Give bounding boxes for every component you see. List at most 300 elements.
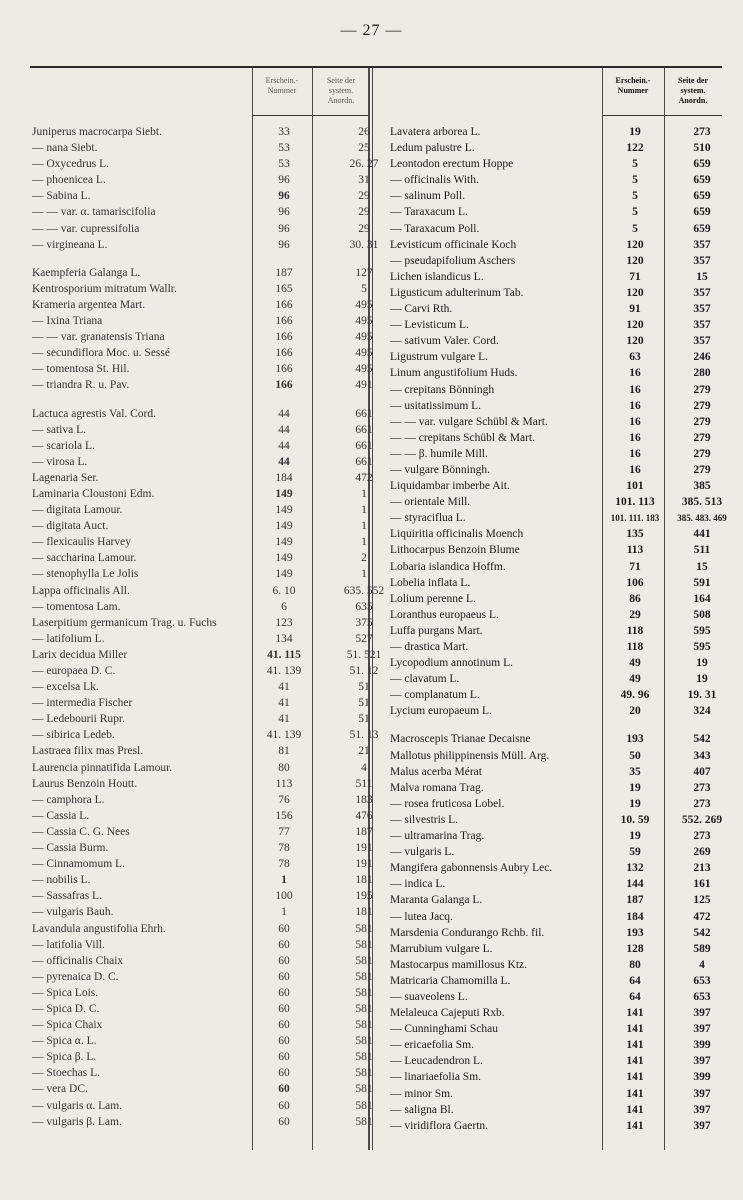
species-name: Kentrosporium mitratum Wallr.: [32, 282, 177, 295]
system-page: 591: [693, 576, 711, 589]
appearance-number: 19: [629, 126, 641, 138]
right-num-header: Erschein.- Nummer: [615, 76, 651, 95]
species-name: — Levisticum L.: [390, 319, 469, 332]
species-name: Marsdenia Condurango Rchb. fil.: [390, 926, 545, 939]
species-name: — — var. cupressifolia: [32, 222, 140, 235]
table-row: [32, 454, 373, 470]
appearance-number: 166: [275, 379, 293, 392]
species-name: Laurus Benzoin Houtt.: [32, 777, 138, 790]
appearance-number: 35: [629, 765, 641, 778]
table-row: [32, 140, 368, 156]
system-page: 495: [355, 347, 373, 360]
table-row: [32, 1114, 373, 1130]
species-name: — Taraxacum Poll.: [390, 222, 480, 235]
appearance-number: 60: [278, 1067, 290, 1080]
system-page: 441: [693, 528, 711, 541]
appearance-number: 120: [626, 254, 644, 267]
appearance-number: 53: [278, 158, 290, 171]
right-page-header: Seite der system. Anordn.: [678, 76, 708, 105]
system-page: 527: [355, 632, 373, 645]
system-page: 385. 483. 469: [677, 513, 727, 524]
system-page: 15: [696, 270, 708, 283]
species-name: — sibirica Ledeb.: [32, 729, 115, 742]
appearance-number: 60: [278, 1051, 290, 1064]
system-page: 491: [355, 379, 373, 392]
appearance-number: 96: [278, 222, 290, 235]
appearance-number: 77: [278, 825, 290, 838]
system-page: 397: [693, 1007, 711, 1020]
table-row: [390, 156, 722, 172]
appearance-number: 120: [626, 319, 644, 332]
species-name: — triandra R. u. Pav.: [32, 379, 130, 392]
system-page: 51: [358, 681, 370, 694]
appearance-number: 16: [629, 463, 641, 476]
species-name: — usitatissimum L.: [390, 399, 482, 412]
system-page: 659: [693, 206, 711, 219]
appearance-number: 187: [626, 894, 644, 907]
table-row: [390, 382, 722, 398]
system-page: 581: [355, 938, 373, 951]
table-row: [32, 221, 368, 237]
species-name: — clavatum L.: [390, 673, 460, 686]
appearance-number: 5: [632, 190, 638, 203]
species-name: — Cinnamomum L.: [32, 858, 125, 871]
system-page: 30. 31: [349, 238, 379, 251]
table-row: [390, 188, 722, 204]
table-row: [32, 743, 368, 759]
appearance-number: 141: [626, 1055, 644, 1068]
appearance-number: 60: [278, 1002, 290, 1015]
species-name: Malus acerba Mérat: [390, 765, 482, 778]
appearance-number: 19: [629, 797, 641, 810]
species-name: — pyrenaica D. C.: [32, 970, 119, 983]
right-header-underline: [602, 115, 722, 116]
table-row: [390, 204, 722, 220]
system-page: 595: [693, 624, 711, 637]
appearance-number: 166: [275, 331, 293, 344]
system-page: 581: [355, 970, 373, 983]
appearance-number: 49. 96: [620, 689, 650, 702]
appearance-number: 53: [278, 142, 290, 155]
species-name: — Ixina Triana: [32, 315, 103, 328]
species-name: Lastraea filix mas Presl.: [32, 745, 144, 758]
system-page: 213: [693, 862, 711, 875]
system-page: 26. 27: [349, 158, 379, 171]
system-page: 183: [355, 793, 373, 806]
appearance-number: 60: [278, 970, 290, 983]
table-row: [32, 406, 373, 422]
species-name: Malva romana Trag.: [390, 781, 484, 794]
system-page: 181: [355, 906, 373, 919]
species-name: — Sabina L.: [32, 190, 91, 203]
table-row: [32, 647, 382, 663]
system-page: 29: [358, 190, 370, 203]
table-row: [32, 1017, 373, 1033]
system-page: 273: [693, 830, 711, 843]
table-row: [390, 333, 722, 349]
appearance-number: 166: [275, 363, 293, 376]
table-row: [32, 550, 368, 566]
system-page: 581: [355, 954, 373, 967]
table-row: [32, 808, 373, 824]
appearance-number: 63: [629, 351, 641, 364]
appearance-number: 166: [275, 315, 293, 328]
system-page: 51. 521: [346, 648, 382, 661]
appearance-number: 10. 59: [620, 813, 650, 826]
system-page: 661: [355, 455, 373, 468]
species-name: — digitata Lamour.: [32, 504, 123, 517]
table-row: [390, 478, 722, 494]
appearance-number: 19: [629, 830, 641, 843]
species-name: — — var. α. tamariscifolia: [32, 206, 156, 219]
table-row: [32, 615, 373, 631]
species-name: — styraciflua L.: [390, 512, 466, 525]
table-row: [390, 941, 722, 957]
species-name: — scariola L.: [32, 439, 95, 452]
species-name: — officinalis Chaix: [32, 954, 124, 967]
table-row: [390, 317, 722, 333]
species-name: — Cassia C. G. Nees: [32, 825, 130, 838]
appearance-number: 106: [626, 576, 644, 589]
system-page: 164: [693, 592, 711, 605]
appearance-number: 41: [278, 681, 290, 694]
species-name: Marrubium vulgare L.: [390, 942, 493, 955]
appearance-number: 41: [278, 713, 290, 726]
species-name: — Stoechas L.: [32, 1067, 101, 1080]
appearance-number: 149: [275, 536, 293, 549]
species-name: — salinum Poll.: [390, 190, 466, 203]
species-name: — drastica Mart.: [390, 641, 469, 653]
appearance-number: 91: [629, 303, 641, 316]
table-row: [32, 727, 379, 743]
system-page: 25: [358, 142, 370, 155]
section-gap: [390, 719, 722, 731]
system-page: 273: [693, 126, 711, 138]
system-page: 191: [355, 842, 373, 855]
species-name: Mastocarpus mamillosus Ktz.: [390, 958, 528, 971]
table-row: [32, 872, 373, 888]
appearance-number: 60: [278, 1115, 290, 1128]
appearance-number: 120: [626, 286, 644, 299]
species-name: — excelsa Lk.: [32, 681, 99, 694]
table-row: [390, 269, 722, 285]
system-page: 661: [355, 423, 373, 436]
table-row: [390, 731, 722, 747]
table-row: [32, 921, 373, 937]
species-name: Lolium perenne L.: [390, 592, 476, 605]
appearance-number: 44: [278, 407, 290, 420]
system-page: 21: [358, 745, 370, 758]
species-name: — viridiflora Gaertn.: [390, 1119, 489, 1132]
system-page: 511: [693, 544, 711, 557]
appearance-number: 16: [629, 415, 641, 428]
species-name: — complanatum L.: [390, 689, 480, 702]
system-page: 397: [693, 1103, 711, 1116]
appearance-number: 64: [629, 974, 641, 987]
table-row: [390, 575, 722, 591]
appearance-number: 132: [626, 862, 644, 875]
system-page: 659: [693, 174, 711, 187]
appearance-number: 96: [278, 190, 290, 203]
species-name: Lobelia inflata L.: [390, 576, 471, 589]
species-name: — saligna Bl.: [390, 1103, 454, 1116]
table-row: [32, 953, 373, 969]
species-name: — linariaefolia Sm.: [390, 1071, 482, 1084]
species-name: Mallotus philippinensis Müll. Arg.: [390, 749, 550, 762]
table-row: [390, 639, 722, 655]
system-page: 29: [358, 222, 370, 235]
appearance-number: 44: [278, 423, 290, 436]
table-row: [390, 703, 722, 719]
species-name: — Carvi Rth.: [390, 303, 453, 316]
appearance-number: 60: [278, 1099, 290, 1112]
system-page: 542: [693, 733, 711, 746]
appearance-number: 141: [626, 1039, 644, 1052]
table-row: [390, 124, 722, 140]
appearance-number: 60: [278, 1083, 290, 1096]
table-row: [32, 985, 373, 1001]
system-page: 51. 12: [349, 665, 379, 677]
table-row: [32, 422, 373, 438]
species-name: — digitata Auct.: [32, 520, 109, 533]
table-row: [390, 414, 722, 430]
species-name: — officinalis With.: [390, 174, 479, 187]
table-row: [390, 462, 722, 478]
table-row: [32, 663, 379, 679]
table-row: [32, 172, 368, 188]
appearance-number: 81: [278, 745, 290, 758]
species-name: — Cunninghami Schau: [390, 1023, 498, 1036]
table-row: [390, 748, 722, 764]
table-row: [32, 631, 373, 647]
appearance-number: 49: [629, 673, 641, 686]
appearance-number: 50: [629, 749, 641, 762]
species-name: — nobilis L.: [32, 874, 91, 887]
table-row: [390, 510, 727, 526]
species-name: — latifolia Vill.: [32, 938, 105, 951]
system-page: 273: [693, 781, 711, 794]
system-page: 407: [693, 765, 711, 778]
appearance-number: 141: [626, 1023, 644, 1036]
species-name: — rosea fruticosa Lobel.: [390, 797, 505, 810]
species-name: — tomentosa St. Hil.: [32, 363, 130, 376]
species-name: — Taraxacum L.: [390, 206, 468, 219]
species-name: — vulgaris L.: [390, 846, 455, 859]
table-row: [32, 1001, 373, 1017]
table-row: [32, 124, 368, 140]
system-page: 125: [693, 894, 711, 907]
system-page: 581: [355, 1115, 373, 1128]
left-header-underline: [252, 115, 368, 116]
table-row: [390, 828, 722, 844]
appearance-number: 41. 139: [266, 665, 302, 677]
system-page: 399: [693, 1071, 711, 1084]
appearance-number: 80: [278, 761, 290, 774]
appearance-number: 44: [278, 455, 290, 468]
appearance-number: 141: [626, 1119, 644, 1132]
table-row: [390, 623, 722, 639]
table-row: [390, 973, 722, 989]
system-page: 397: [693, 1055, 711, 1068]
system-page: 659: [693, 158, 711, 171]
species-name: Lavatera arborea L.: [390, 126, 481, 138]
species-name: Larix decidua Miller: [32, 648, 128, 661]
table-row: [32, 470, 373, 486]
system-page: 26: [358, 126, 370, 138]
appearance-number: 135: [626, 528, 644, 541]
appearance-number: 134: [275, 632, 293, 645]
table-row: [32, 329, 373, 345]
system-page: 357: [693, 303, 711, 316]
system-page: 581: [355, 1083, 373, 1096]
appearance-number: 71: [629, 270, 641, 283]
system-page: 19: [696, 673, 708, 686]
system-page: 51: [358, 713, 370, 726]
species-name: Ledum palustre L.: [390, 142, 475, 155]
appearance-number: 5: [632, 174, 638, 187]
table-row: [390, 1069, 722, 1085]
system-page: 653: [693, 974, 711, 987]
appearance-number: 60: [278, 954, 290, 967]
table-row: [390, 253, 722, 269]
system-page: 581: [355, 1067, 373, 1080]
appearance-number: 16: [629, 431, 641, 444]
species-name: — sativa L.: [32, 423, 86, 436]
appearance-number: 96: [278, 238, 290, 251]
appearance-number: 118: [626, 624, 644, 637]
species-name: Lappa officinalis All.: [32, 584, 130, 597]
appearance-number: 60: [278, 922, 290, 935]
appearance-number: 86: [629, 592, 641, 605]
system-page: 581: [355, 986, 373, 999]
left-table: [32, 124, 385, 1130]
table-row: [32, 204, 368, 220]
system-page: 279: [693, 399, 711, 412]
species-name: — — var. granatensis Triana: [32, 331, 165, 344]
table-row: [32, 888, 373, 904]
appearance-number: 6. 10: [272, 584, 296, 597]
species-name: — sativum Valer. Cord.: [390, 335, 499, 348]
appearance-number: 149: [275, 552, 293, 565]
table-row: [390, 812, 722, 828]
system-page: 181: [355, 874, 373, 887]
table-row: [32, 840, 373, 856]
table-row: [32, 695, 368, 711]
system-page: 357: [693, 319, 711, 332]
system-page: 51: [358, 697, 370, 710]
appearance-number: 5: [632, 206, 638, 219]
system-page: 246: [693, 351, 711, 364]
appearance-number: 64: [629, 990, 641, 1003]
species-name: — pseudapifolium Aschers: [390, 254, 516, 267]
table-row: [390, 430, 722, 446]
system-page: 1: [361, 536, 367, 549]
table-row: [32, 1065, 373, 1081]
table-row: [390, 542, 722, 558]
appearance-number: 113: [626, 544, 644, 557]
species-name: Krameria argentea Mart.: [32, 298, 146, 311]
system-page: 385. 513: [681, 496, 723, 509]
appearance-number: 1: [281, 906, 287, 919]
system-page: 653: [693, 990, 711, 1003]
system-page: 1: [361, 520, 367, 533]
system-page: 161: [693, 878, 711, 891]
appearance-number: 144: [626, 878, 644, 891]
appearance-number: 60: [278, 986, 290, 999]
table-row: [32, 1098, 373, 1114]
table-row: [32, 502, 368, 518]
left-page-header: Seite der system. Anordn.: [326, 76, 356, 105]
system-page: 397: [693, 1087, 711, 1100]
system-page: 661: [355, 439, 373, 452]
table-row: [390, 764, 722, 780]
system-page: 31: [358, 174, 370, 187]
system-page: 19. 31: [687, 689, 717, 702]
system-page: 357: [693, 238, 711, 251]
table-row: [32, 361, 373, 377]
species-name: — lutea Jacq.: [390, 910, 453, 923]
species-name: — suaveolens L.: [390, 990, 468, 1003]
species-name: — latifolium L.: [32, 632, 105, 645]
species-name: — flexicaulis Harvey: [32, 536, 131, 549]
system-page: 5: [361, 282, 367, 295]
table-row: [32, 760, 368, 776]
species-name: Lobaria islandica Hoffm.: [390, 560, 506, 573]
species-name: — — var. vulgare Schübl & Mart.: [390, 415, 548, 428]
system-page: 495: [355, 298, 373, 311]
system-page: 357: [693, 335, 711, 348]
appearance-number: 141: [626, 1103, 644, 1116]
species-name: Lycopodium annotinum L.: [390, 657, 513, 670]
left-num-header: Erschein.- Nummer: [265, 76, 299, 95]
appearance-number: 5: [632, 158, 638, 171]
system-page: 581: [355, 1002, 373, 1015]
table-row: [32, 792, 373, 808]
species-name: Liquiritia officinalis Moench: [390, 528, 524, 541]
species-name: Lithocarpus Benzoin Blume: [390, 544, 520, 557]
species-name: — crepitans Bönningh: [390, 383, 495, 396]
species-name: Leontodon erectum Hoppe: [390, 158, 514, 171]
appearance-number: 16: [629, 399, 641, 412]
species-name: Laminaria Cloustoni Edm.: [32, 487, 155, 500]
species-name: Lagenaria Ser.: [32, 471, 99, 484]
species-name: — europaea D. C.: [32, 665, 116, 677]
species-name: — ultramarina Trag.: [390, 830, 485, 843]
species-name: — virosa L.: [32, 455, 88, 468]
species-name: Lycium europaeum L.: [390, 705, 492, 718]
system-page: 552. 269: [681, 813, 723, 826]
system-page: 589: [693, 942, 711, 955]
appearance-number: 41. 139: [266, 729, 302, 742]
appearance-number: 141: [626, 1087, 644, 1100]
species-name: — saccharina Lamour.: [32, 552, 137, 565]
appearance-number: 100: [275, 890, 293, 903]
header-rule: [30, 66, 722, 68]
table-row: [390, 398, 722, 414]
system-page: 279: [693, 383, 711, 396]
section-gap: [32, 394, 368, 406]
species-name: Laurencia pinnatifida Lamour.: [32, 761, 173, 774]
appearance-number: 33: [278, 126, 290, 138]
table-row: [32, 583, 385, 599]
appearance-number: 184: [626, 910, 644, 923]
system-page: 508: [693, 608, 711, 621]
table-row: [32, 904, 373, 920]
system-page: 4: [361, 761, 367, 774]
table-row: [32, 438, 373, 454]
system-page: 191: [355, 858, 373, 871]
table-row: [32, 1081, 373, 1097]
